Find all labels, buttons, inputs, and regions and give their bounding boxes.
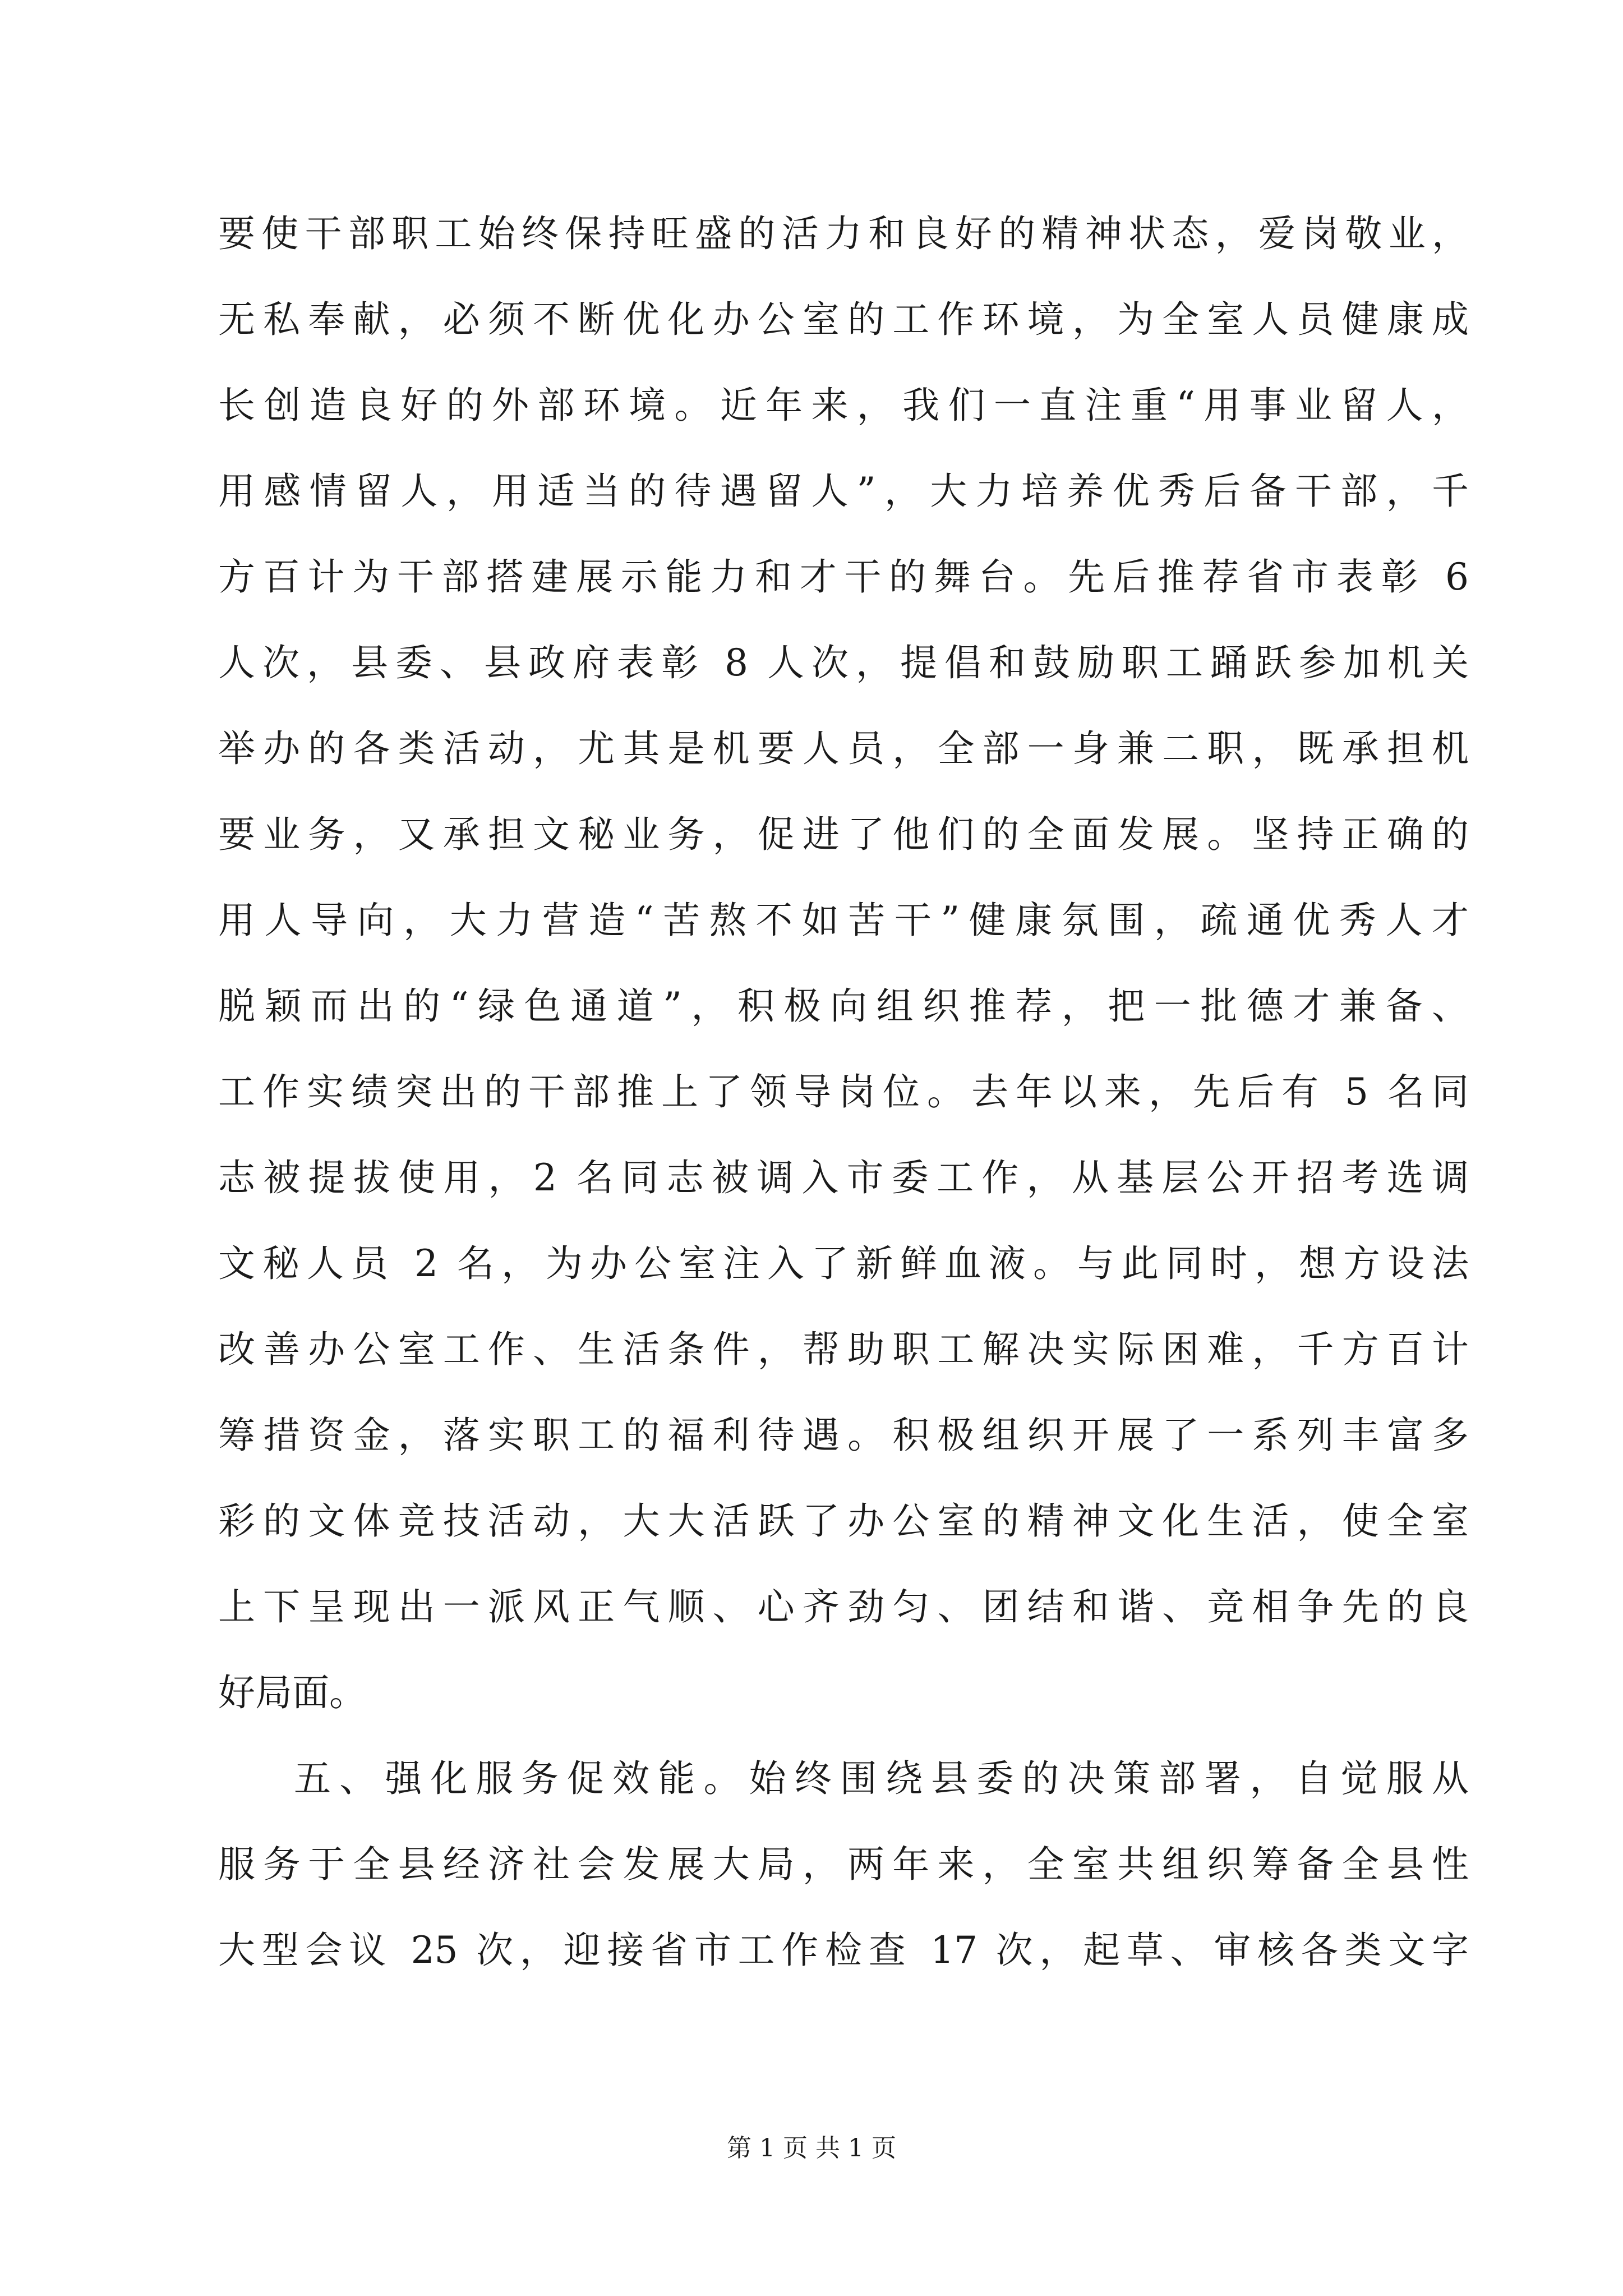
text-line: 要业务，又承担文秘业务，促进了他们的全面发展。坚持正确的 — [218, 813, 1469, 856]
text-line: 好局面。 — [218, 1671, 366, 1714]
text-line: 工作实绩突出的干部推上了领导岗位。去年以来，先后有 5 名同 — [218, 1070, 1469, 1114]
body-text — [218, 191, 1469, 1993]
text-line: 五、强化服务促效能。始终围绕县委的决策部署，自觉服从 — [294, 1757, 1469, 1800]
text-line: 人次，县委、县政府表彰 8 人次，提倡和鼓励职工踊跃参加机关 — [218, 641, 1469, 684]
text-line: 上下呈现出一派风正气顺、心齐劲匀、团结和谐、竞相争先的良 — [218, 1585, 1469, 1628]
text-line: 筹措资金，落实职工的福利待遇。积极组织开展了一系列丰富多 — [218, 1414, 1469, 1457]
text-line: 服务于全县经济社会发展大局，两年来，全室共组织筹备全县性 — [218, 1843, 1469, 1886]
text-line: 无私奉献，必须不断优化办公室的工作环境，为全室人员健康成 — [218, 298, 1469, 341]
page-number-footer: 第 1 页 共 1 页 — [727, 2134, 896, 2162]
text-line: 要使干部职工始终保持旺盛的活力和良好的精神状态，爱岗敬业， — [218, 212, 1469, 255]
text-line: 文秘人员 2 名，为办公室注入了新鲜血液。与此同时，想方设法 — [218, 1242, 1469, 1285]
text-line: 彩的文体竞技活动，大大活跃了办公室的精神文化生活，使全室 — [218, 1499, 1469, 1543]
text-line: 长创造良好的外部环境。近年来，我们一直注重“用事业留人， — [218, 384, 1469, 427]
text-line: 改善办公室工作、生活条件，帮助职工解决实际困难，千方百计 — [218, 1328, 1469, 1371]
text-line: 方百计为干部搭建展示能力和才干的舞台。先后推荐省市表彰 6 — [218, 555, 1469, 599]
text-line: 用人导向，大力营造“苦熬不如苦干”健康氛围，疏通优秀人才 — [218, 899, 1469, 942]
text-line: 用感情留人，用适当的待遇留人”，大力培养优秀后备干部，千 — [218, 470, 1469, 513]
text-line: 志被提拔使用，2 名同志被调入市委工作，从基层公开招考选调 — [218, 1156, 1469, 1199]
text-line: 大型会议 25 次，迎接省市工作检查 17 次，起草、审核各类文字 — [218, 1929, 1469, 1972]
text-line: 举办的各类活动，尤其是机要人员，全部一身兼二职，既承担机 — [218, 727, 1469, 770]
text-line: 脱颖而出的“绿色通道”，积极向组织推荐，把一批德才兼备、 — [218, 984, 1469, 1028]
